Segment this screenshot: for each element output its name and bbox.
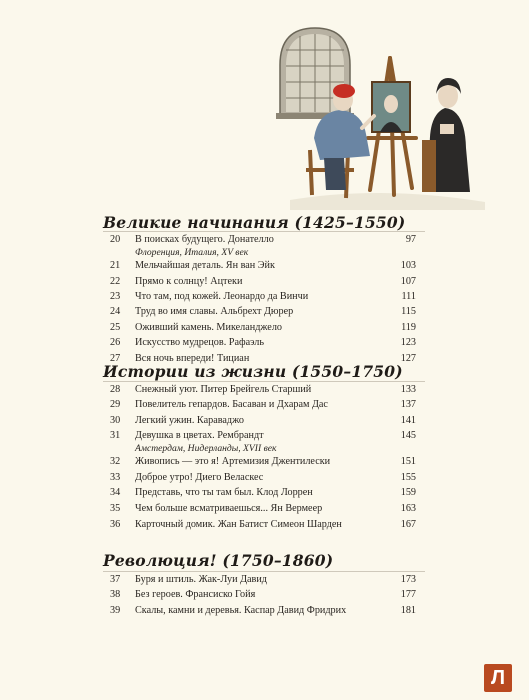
chapter-title: Прямо к солнцу! Ацтеки [135,276,243,287]
page-number: 167 [400,519,416,530]
page-number: 151 [400,456,416,467]
chapter-subtitle: Амстердам, Нидерланды, XVII век [135,443,277,454]
page-number: 127 [400,353,416,364]
section-rule [103,381,425,382]
page-number: 107 [400,276,416,287]
chapter-title: Чем больше всматриваешься... Ян Вермеер [135,503,323,514]
page-number: 119 [401,322,416,333]
chapter-subtitle: Флоренция, Италия, XV век [135,247,249,258]
chapter-title: Живопись — это я! Артемизия Джентилески [135,456,331,467]
chapter-title: Мельчайшая деталь. Ян ван Эйк [135,260,275,271]
section-title: Великие начинания (1425–1550) [103,213,406,232]
page-number: 97 [405,234,416,245]
page-number: 137 [400,399,416,410]
chapter-title: Оживший камень. Микеланджело [135,322,283,333]
page-number: 173 [400,574,416,585]
chapter-title: В поисках будущего. Донателло [135,234,274,245]
page-number: 123 [400,337,416,348]
chapter-number: 26 [110,337,121,348]
page-number: 103 [400,260,416,271]
chapter-number: 32 [110,456,121,467]
publisher-logo: Л [484,664,512,692]
section-rule [103,231,425,232]
chapter-title: Девушка в цветах. Рембрандт [135,430,264,441]
chapter-number: 25 [110,322,121,333]
chapter-number: 28 [110,384,121,395]
chapter-title: Искусство мудрецов. Рафаэль [135,337,265,348]
chapter-number: 22 [110,276,121,287]
page-number: 111 [401,291,416,302]
chapter-title: Скалы, камни и деревья. Каспар Давид Фридрих [135,605,347,616]
chapter-number: 31 [110,430,121,441]
chapter-number: 34 [110,487,121,498]
chapter-number: 39 [110,605,121,616]
chapter-number: 21 [110,260,121,271]
page-number: 145 [400,430,416,441]
page-number: 181 [400,605,416,616]
page-number: 177 [400,589,416,600]
chapter-title: Доброе утро! Диего Веласкес [135,472,264,483]
page-number: 159 [400,487,416,498]
section-rule [103,571,425,572]
chapter-number: 23 [110,291,121,302]
chapter-number: 38 [110,589,121,600]
chapter-number: 37 [110,574,121,585]
chapter-title: Вся ночь впереди! Тициан [135,353,250,364]
chapter-title: Без героев. Франсиско Гойя [135,589,256,600]
chapter-title: Повелитель гепардов. Басаван и Дхарам Дас [135,399,328,410]
page-number: 141 [400,415,416,426]
chapter-title: Буря и штиль. Жак-Луи Давид [135,574,267,585]
page-number: 163 [400,503,416,514]
section-title: Истории из жизни (1550–1750) [103,362,403,381]
chapter-number: 35 [110,503,121,514]
chapter-number: 20 [110,234,121,245]
section-title: Революция! (1750–1860) [103,551,334,570]
chapter-title: Легкий ужин. Караваджо [135,415,244,426]
chapter-title: Снежный уют. Питер Брейгель Старший [135,384,312,395]
chapter-number: 29 [110,399,121,410]
chapter-title: Представь, что ты там был. Клод Лоррен [135,487,313,498]
chapter-number: 24 [110,306,121,317]
page-number: 133 [400,384,416,395]
chapter-number: 27 [110,353,121,364]
page-number: 115 [401,306,416,317]
chapter-title: Труд во имя славы. Альбрехт Дюрер [135,306,294,317]
chapter-number: 36 [110,519,121,530]
chapter-title: Что там, под кожей. Леонардо да Винчи [135,291,309,302]
chapter-number: 30 [110,415,121,426]
chapter-number: 33 [110,472,121,483]
chapter-title: Карточный домик. Жан Батист Симеон Шарден [135,519,342,530]
page-number: 155 [400,472,416,483]
